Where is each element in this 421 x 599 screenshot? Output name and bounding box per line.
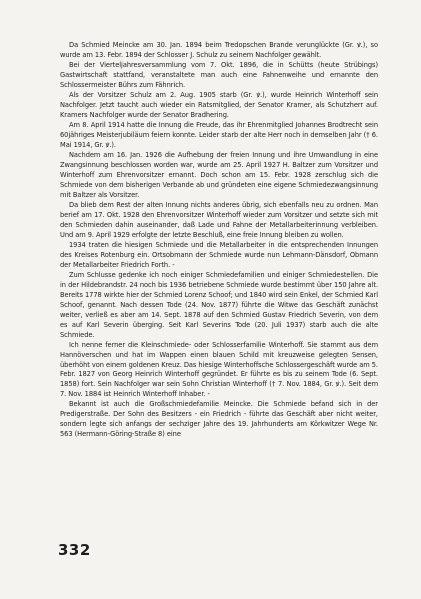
- paragraph: 1934 traten die hiesigen Schmiede und die Metallarbeiter in die entsprechenden Innungen des Kreises Rotenburg ein. Ortsobmann der Schmiede wurde nun Lehmann-Dänsdorf, Obmann der Metallarbeiter Friedrich Forth. -: [60, 239, 378, 269]
- paragraph: Zum Schlusse gedenke ich noch einiger Schmiedefamilien und einiger Schmiedestellen. Die in der Hildebrandstr. 24 noch bis 1936 betriebene Schmiede wurde bestimmt über 150 Jahre alt. Bereits 1778 wirkte hier der Schmied Lorenz Schoof; und 1840 wird sein Enkel, der Schmied Karl Schoof, genannt. Nach dessen Tode (24. Nov. 1877) führte die Witwe das Geschäft zunächst weiter, verließ es aber am 14. Sept. 1878 auf den Schmied Gustav Friedrich Severin, von dem es auf Karl Severin überging. Seit Karl Severins Tode (20. Juli 1937) starb auch die alte Schmiede.: [60, 269, 378, 339]
- paragraph: Nachdem am 16. Jan. 1926 die Aufhebung der freien Innung und ihre Umwandlung in eine Zwangsinnung beschlossen worden war, wurde am 25. April 1927 H. Baltzer zum Vorsitzer und Winterhoff zum Ehrenvorsitzer ernannt. Doch schon am 15. Febr. 1928 zerschlug sich die Schmiede von dem bisherigen Verbande ab und gründeten eine eigene Schmiedezwangsinnung mit Baltzer als Vorsitzer.: [60, 149, 378, 199]
- paragraph: Ich nenne ferner die Kleinschmiede- oder Schlosserfamilie Winterhoff. Sie stammt aus dem Hannöverschen und hat im Wappen einen blauen Schild mit kreuzweise gelegten Sensen, überhöht von einem goldenen Kreuz. Das hiesige Winterhoffsche Schlossergeschäft wurde am 5. Febr. 1827 von Georg Heinrich Winterhoff gegründet. Er führte es bis zu seinem Tode (6. Sept. 1858) fort. Sein Nachfolger war sein Sohn Christian Winterhoff († 7. Nov. 1884, Gr. ꝟ.). Seit dem 7. Nov. 1884 ist Heinrich Winterhoff Inhaber. -: [60, 339, 378, 399]
- paragraph: Am 8. April 1914 hatte die Innung die Freude, das ihr Ehrenmitglied Johannes Brodtrecht sein 60jähriges Meisterjubiläum feiern konnte. Leider starb der alte Herr noch in demselben Jahr († 6. Mai 1914, Gr. ꝟ.).: [60, 119, 378, 149]
- paragraph: Da Schmied Meincke am 30. Jan. 1894 beim Tredopschen Brande verunglückte (Gr. ꝟ.), so wurde am 13. Febr. 1894 der Schlosser J. Schulz zu seinem Nachfolger gewählt.: [60, 40, 378, 59]
- paragraph: Bekannt ist auch die Großschmiedefamilie Meincke. Die Schmiede befand sich in der Predigerstraße. Der Sohn des Besitzers - ein Friedrich - führte das Geschäft aber nicht weiter, sondern legte sich anfangs der sechziger Jahre des 19. Jahrhunderts am Körkwitzer Wege Nr. 563 (Hermann-Göring-Straße 8) eine: [60, 399, 378, 439]
- paragraph: Als der Vorsitzer Schulz am 2. Aug. 1905 starb (Gr. ꝟ.), wurde Heinrich Winterhoff sein Nachfolger. Jetzt taucht auch wieder ein Ratsmitglied, der Senator Kramer, als Schutzherr auf. Kramers Nachfolger wurde der Senator Bradhering.: [60, 89, 378, 119]
- paragraph: Da blieb dem Rest der alten Innung nichts anderes übrig, sich ebenfalls neu zu ordnen. Man berief am 17. Okt. 1928 den Ehrenvorsitzer Winterhoff wieder zum Vorsitzer und setzte sich mit den Schmieden dahin auseinander, daß Lade und Fahne der Metallarbeiterinnung verbleiben. Und am 9. April 1929 erfolgte der letzte Beschluß, eine freie Innung bleiben zu wollen.: [60, 199, 378, 239]
- paragraph: Bei der Vierteljahresversammlung vom 7. Okt. 1896, die in Schütts (heute Strübings) Gastwirtschaft stattfand, veranstaltete man auch eine Fahnenweihe und ernannte den Schlossermeister Bührs zum Fähnrich.: [60, 59, 378, 89]
- page-number: 332: [58, 541, 91, 559]
- body-text: [60, 40, 378, 439]
